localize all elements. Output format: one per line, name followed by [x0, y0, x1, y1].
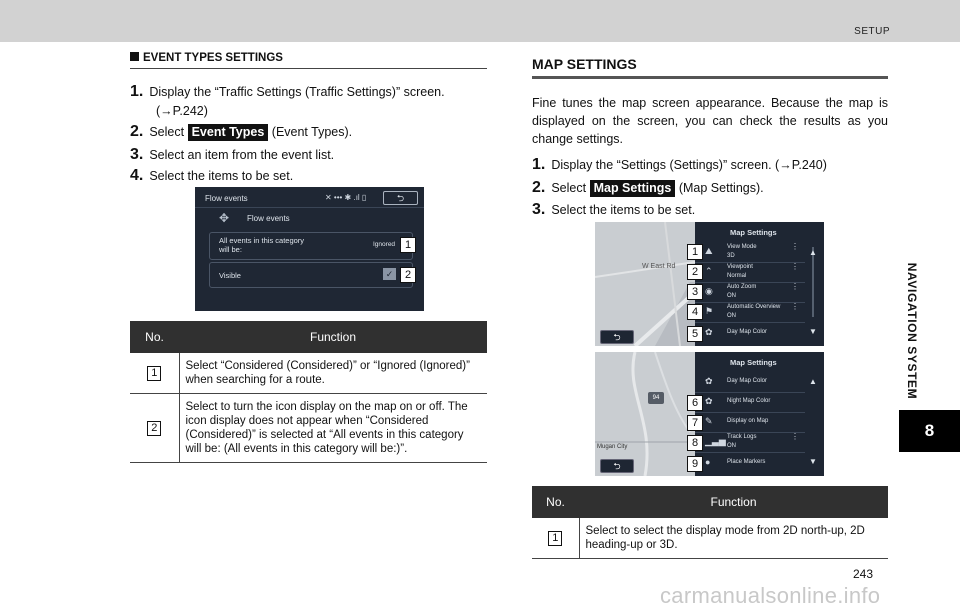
callout-tag-8: 8 — [687, 435, 703, 451]
item-label: Auto Zoom — [727, 284, 757, 290]
view-mode-icon: ⛰ — [705, 246, 713, 256]
item-label: Day Map Color — [727, 378, 768, 384]
left-step-2 — [130, 122, 352, 142]
event-types-function-table — [130, 321, 487, 463]
item-label: Night Map Color — [727, 398, 771, 404]
screen-title: Flow events — [205, 194, 248, 203]
signal-bars-icon: ▁▃▅ — [705, 436, 726, 446]
row-label-line-1: All events in this category — [219, 236, 305, 245]
callout-tag-1: 1 — [687, 244, 703, 260]
item-value: ON — [727, 443, 736, 449]
settings-item-display-on-map[interactable] — [695, 412, 805, 433]
more-options-icon[interactable]: ⋮ — [791, 282, 799, 291]
map-city-label: Mugan City — [597, 444, 628, 450]
flow-icon: ✥ — [219, 211, 230, 225]
left-step-4 — [130, 166, 293, 186]
item-value: 3D — [727, 253, 735, 259]
route-shield: 94 — [648, 392, 664, 404]
settings-item-automatic-overview[interactable] — [695, 302, 805, 323]
right-step-3 — [532, 200, 695, 220]
item-label: Automatic Overview — [727, 304, 781, 310]
scroll-down-icon[interactable]: ▼ — [809, 327, 817, 336]
callout-tag-7: 7 — [687, 415, 703, 431]
chapter-side-label-text: NAVIGATION SYSTEM — [905, 262, 919, 400]
item-value: ON — [727, 293, 736, 299]
item-label: Viewpoint — [727, 264, 753, 270]
left-step-1 — [130, 82, 488, 121]
step-text: Select — [551, 181, 587, 195]
visible-row[interactable] — [209, 262, 413, 288]
row-number: 1 — [548, 531, 562, 546]
table-header-function: Function — [179, 321, 487, 353]
watermark: carmanualsonline.info — [660, 583, 881, 608]
scroll-down-icon[interactable]: ▼ — [809, 457, 817, 466]
wrench-icon: ✎ — [705, 416, 713, 426]
square-bullet-icon — [130, 52, 139, 61]
step-text-post: (Map Settings). — [678, 181, 764, 195]
flow-events-screen — [195, 187, 424, 311]
callout-tag-4: 4 — [687, 304, 703, 320]
map-settings-screen-1 — [595, 222, 824, 346]
table-row — [130, 353, 487, 394]
event-types-button: Event Types — [188, 124, 269, 141]
callout-tag-2: 2 — [400, 267, 416, 283]
checkbox-icon[interactable]: ✓ — [383, 268, 396, 280]
auto-zoom-icon: ◉ — [705, 286, 713, 296]
more-options-icon[interactable]: ⋮ — [791, 432, 799, 441]
section-title: SETUP — [854, 26, 890, 37]
step-number: 4. — [130, 167, 144, 184]
page-header-bar — [0, 0, 960, 42]
step-text: Display the “Settings (Settings)” screen. (→P.240) — [551, 158, 827, 172]
step-number: 3. — [130, 146, 144, 163]
callout-tag-3: 3 — [687, 284, 703, 300]
row-label-line-2: will be: — [219, 245, 242, 254]
settings-item-place-markers[interactable] — [695, 452, 805, 474]
row-function-text: Select to turn the icon display on the map on or off. The icon display does not appear when “Considered (Considered)” is selected at “All events in this category will be: (All events in this category will be:)”. — [179, 394, 487, 463]
event-types-heading — [130, 52, 487, 69]
settings-item-viewpoint[interactable] — [695, 262, 805, 283]
palette-icon: ✿ — [705, 396, 713, 406]
step-text-post: (Event Types). — [271, 125, 353, 139]
overview-icon: ⚑ — [705, 306, 714, 316]
settings-item-day-map-color[interactable] — [695, 372, 805, 393]
settings-panel — [695, 222, 824, 346]
row-function-text: Select “Considered (Considered)” or “Ignored (Ignored)” when searching for a route. — [179, 353, 487, 394]
step-number: 2. — [130, 123, 144, 140]
row-value: Ignored — [373, 241, 396, 248]
step-text: Select an item from the event list. — [149, 148, 335, 162]
settings-item-night-map-color[interactable] — [695, 392, 805, 413]
scroll-up-icon[interactable]: ▲ — [809, 248, 817, 257]
status-icons: ✕ ••• ✱ .ıl ▯ — [325, 193, 367, 202]
step-number: 3. — [532, 201, 546, 218]
item-label: View Mode — [727, 244, 757, 250]
step-text: Select the items to be set. — [149, 169, 294, 183]
step-number: 2. — [532, 179, 546, 196]
more-options-icon[interactable]: ⋮ — [791, 262, 799, 271]
back-button[interactable]: ⮌ — [600, 330, 634, 344]
map-settings-button: Map Settings — [590, 180, 676, 197]
event-types-heading-text: EVENT TYPES SETTINGS — [143, 52, 283, 64]
step-text: Select — [149, 125, 185, 139]
more-options-icon[interactable]: ⋮ — [791, 242, 799, 251]
row-number: 2 — [147, 421, 161, 436]
map-settings-heading: MAP SETTINGS — [532, 56, 888, 79]
palette-icon: ✿ — [705, 376, 713, 386]
callout-tag-2: 2 — [687, 264, 703, 280]
table-header-no: No. — [532, 486, 579, 518]
item-value: Normal — [727, 273, 747, 279]
row-function-text: Select to select the display mode from 2D north-up, 2D heading-up or 3D. — [579, 518, 888, 559]
settings-item-view-mode[interactable] — [695, 242, 805, 263]
viewpoint-icon: ⌃ — [705, 266, 713, 276]
map-settings-intro: Fine tunes the map screen appearance. Because the map is displayed on the screen, you can check the results as you change settings. — [532, 96, 888, 146]
map-settings-screen-2 — [595, 352, 824, 476]
item-label: Display on Map — [727, 418, 769, 424]
panel-title: Map Settings — [730, 228, 777, 237]
left-step-3 — [130, 145, 334, 165]
chapter-number: 8 — [899, 410, 960, 452]
settings-item-track-logs[interactable] — [695, 432, 805, 453]
step-text: Select the items to be set. — [551, 203, 696, 217]
step-text: Display the “Traffic Settings (Traffic Settings)” screen. — [149, 85, 445, 99]
step-page-ref: (→P.242) — [156, 104, 208, 118]
table-row — [130, 394, 487, 463]
visible-label: Visible — [219, 271, 241, 280]
pin-icon: ● — [705, 457, 711, 467]
right-step-2 — [532, 178, 764, 198]
settings-item-day-map-color[interactable] — [695, 322, 805, 344]
callout-tag-6: 6 — [687, 395, 703, 411]
item-value: ON — [727, 313, 736, 319]
chapter-side-label — [896, 258, 926, 418]
back-button[interactable]: ⮌ — [383, 191, 418, 205]
callout-tag-5: 5 — [687, 326, 703, 342]
page-number: 243 — [853, 567, 874, 581]
right-step-1 — [532, 155, 827, 175]
callout-tag-9: 9 — [687, 456, 703, 472]
road-label: W East Rd — [642, 263, 676, 270]
item-label: Place Markers — [727, 459, 766, 465]
events-category-row[interactable] — [209, 232, 413, 260]
step-number: 1. — [130, 83, 144, 100]
more-options-icon[interactable]: ⋮ — [791, 302, 799, 311]
item-label: Track Logs — [727, 434, 757, 440]
table-header-function: Function — [579, 486, 888, 518]
scroll-up-icon[interactable]: ▲ — [809, 377, 817, 386]
map-settings-function-table — [532, 486, 888, 559]
row-number: 1 — [147, 366, 161, 381]
screen-item-header: Flow events — [247, 214, 290, 223]
table-row — [532, 518, 888, 559]
item-label: Day Map Color — [727, 329, 768, 335]
settings-panel — [695, 352, 824, 476]
panel-title: Map Settings — [730, 358, 777, 367]
table-header-no: No. — [130, 321, 179, 353]
step-number: 1. — [532, 156, 546, 173]
palette-icon: ✿ — [705, 327, 713, 337]
settings-item-auto-zoom[interactable] — [695, 282, 805, 303]
callout-tag-1: 1 — [400, 237, 416, 253]
back-button[interactable]: ⮌ — [600, 459, 634, 473]
